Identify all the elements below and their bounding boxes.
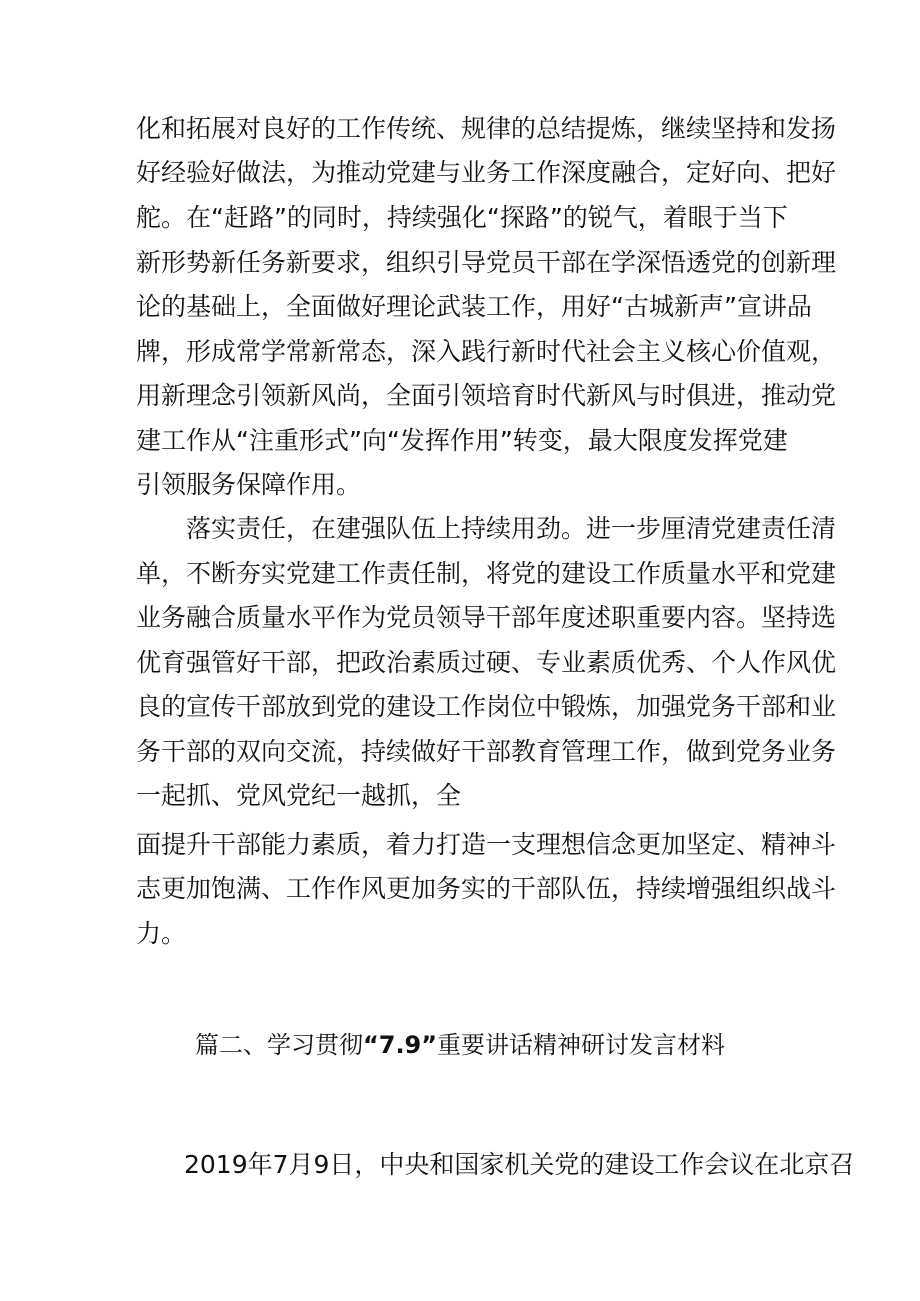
paragraph-line: 单，不断夯实党建工作责任制，将党的建设工作质量水平和党建 <box>136 559 837 588</box>
section-title-prefix: 篇二、学习贯彻 <box>194 1031 363 1059</box>
section-title-suffix: 重要讲话精神研讨发言材料 <box>437 1031 726 1059</box>
paragraph-line: 引领服务保障作用。 <box>136 470 362 499</box>
section-title <box>0 1030 920 1060</box>
paragraph-line: 业务融合质量水平作为党员领导干部年度述职重要内容。坚持选 <box>136 603 837 632</box>
paragraph-line: 面提升干部能力素质，着力打造一支理想信念更加坚定、精神斗 <box>136 830 837 859</box>
section-title-highlight: “7.9” <box>362 1031 438 1059</box>
paragraph-line: 舵。在“赶路”的同时，持续强化“探路”的锐气，着眼于当下 <box>136 203 788 232</box>
paragraph-line: 新形势新任务新要求，组织引导党员干部在学深悟透党的创新理 <box>136 248 837 277</box>
paragraph-line: 落实责任，在建强队伍上持续用劲。进一步厘清党建责任清 <box>186 514 837 543</box>
paragraph-line: 论的基础上，全面做好理论武装工作，用好“古城新声”宣讲品 <box>136 292 812 321</box>
paragraph-line: 化和拓展对良好的工作传统、规律的总结提炼，继续坚持和发扬 <box>136 114 837 143</box>
paragraph-line: 志更加饱满、工作作风更加务实的干部队伍，持续增强组织战斗 <box>136 874 837 903</box>
paragraph-line: 2019年7月9日，中央和国家机关党的建设工作会议在北京召 <box>184 1150 855 1179</box>
paragraph-line: 务干部的双向交流，持续做好干部教育管理工作，做到党务业务 <box>136 737 837 766</box>
paragraph-line: 力。 <box>136 919 187 948</box>
paragraph-line: 良的宣传干部放到党的建设工作岗位中锻炼，加强党务干部和业 <box>136 692 837 721</box>
paragraph-line: 建工作从“注重形式”向“发挥作用”转变，最大限度发挥党建 <box>136 426 788 455</box>
paragraph-line: 好经验好做法，为推动党建与业务工作深度融合，定好向、把好 <box>136 158 837 187</box>
paragraph-line: 牌，形成常学常新常态，深入践行新时代社会主义核心价值观， <box>136 337 837 366</box>
paragraph-line: 用新理念引领新风尚，全面引领培育时代新风与时俱进，推动党 <box>136 381 837 410</box>
paragraph-line: 优育强管好干部，把政治素质过硬、专业素质优秀、个人作风优 <box>136 648 837 677</box>
paragraph-line: 一起抓、党风党纪一越抓，全 <box>136 781 462 810</box>
